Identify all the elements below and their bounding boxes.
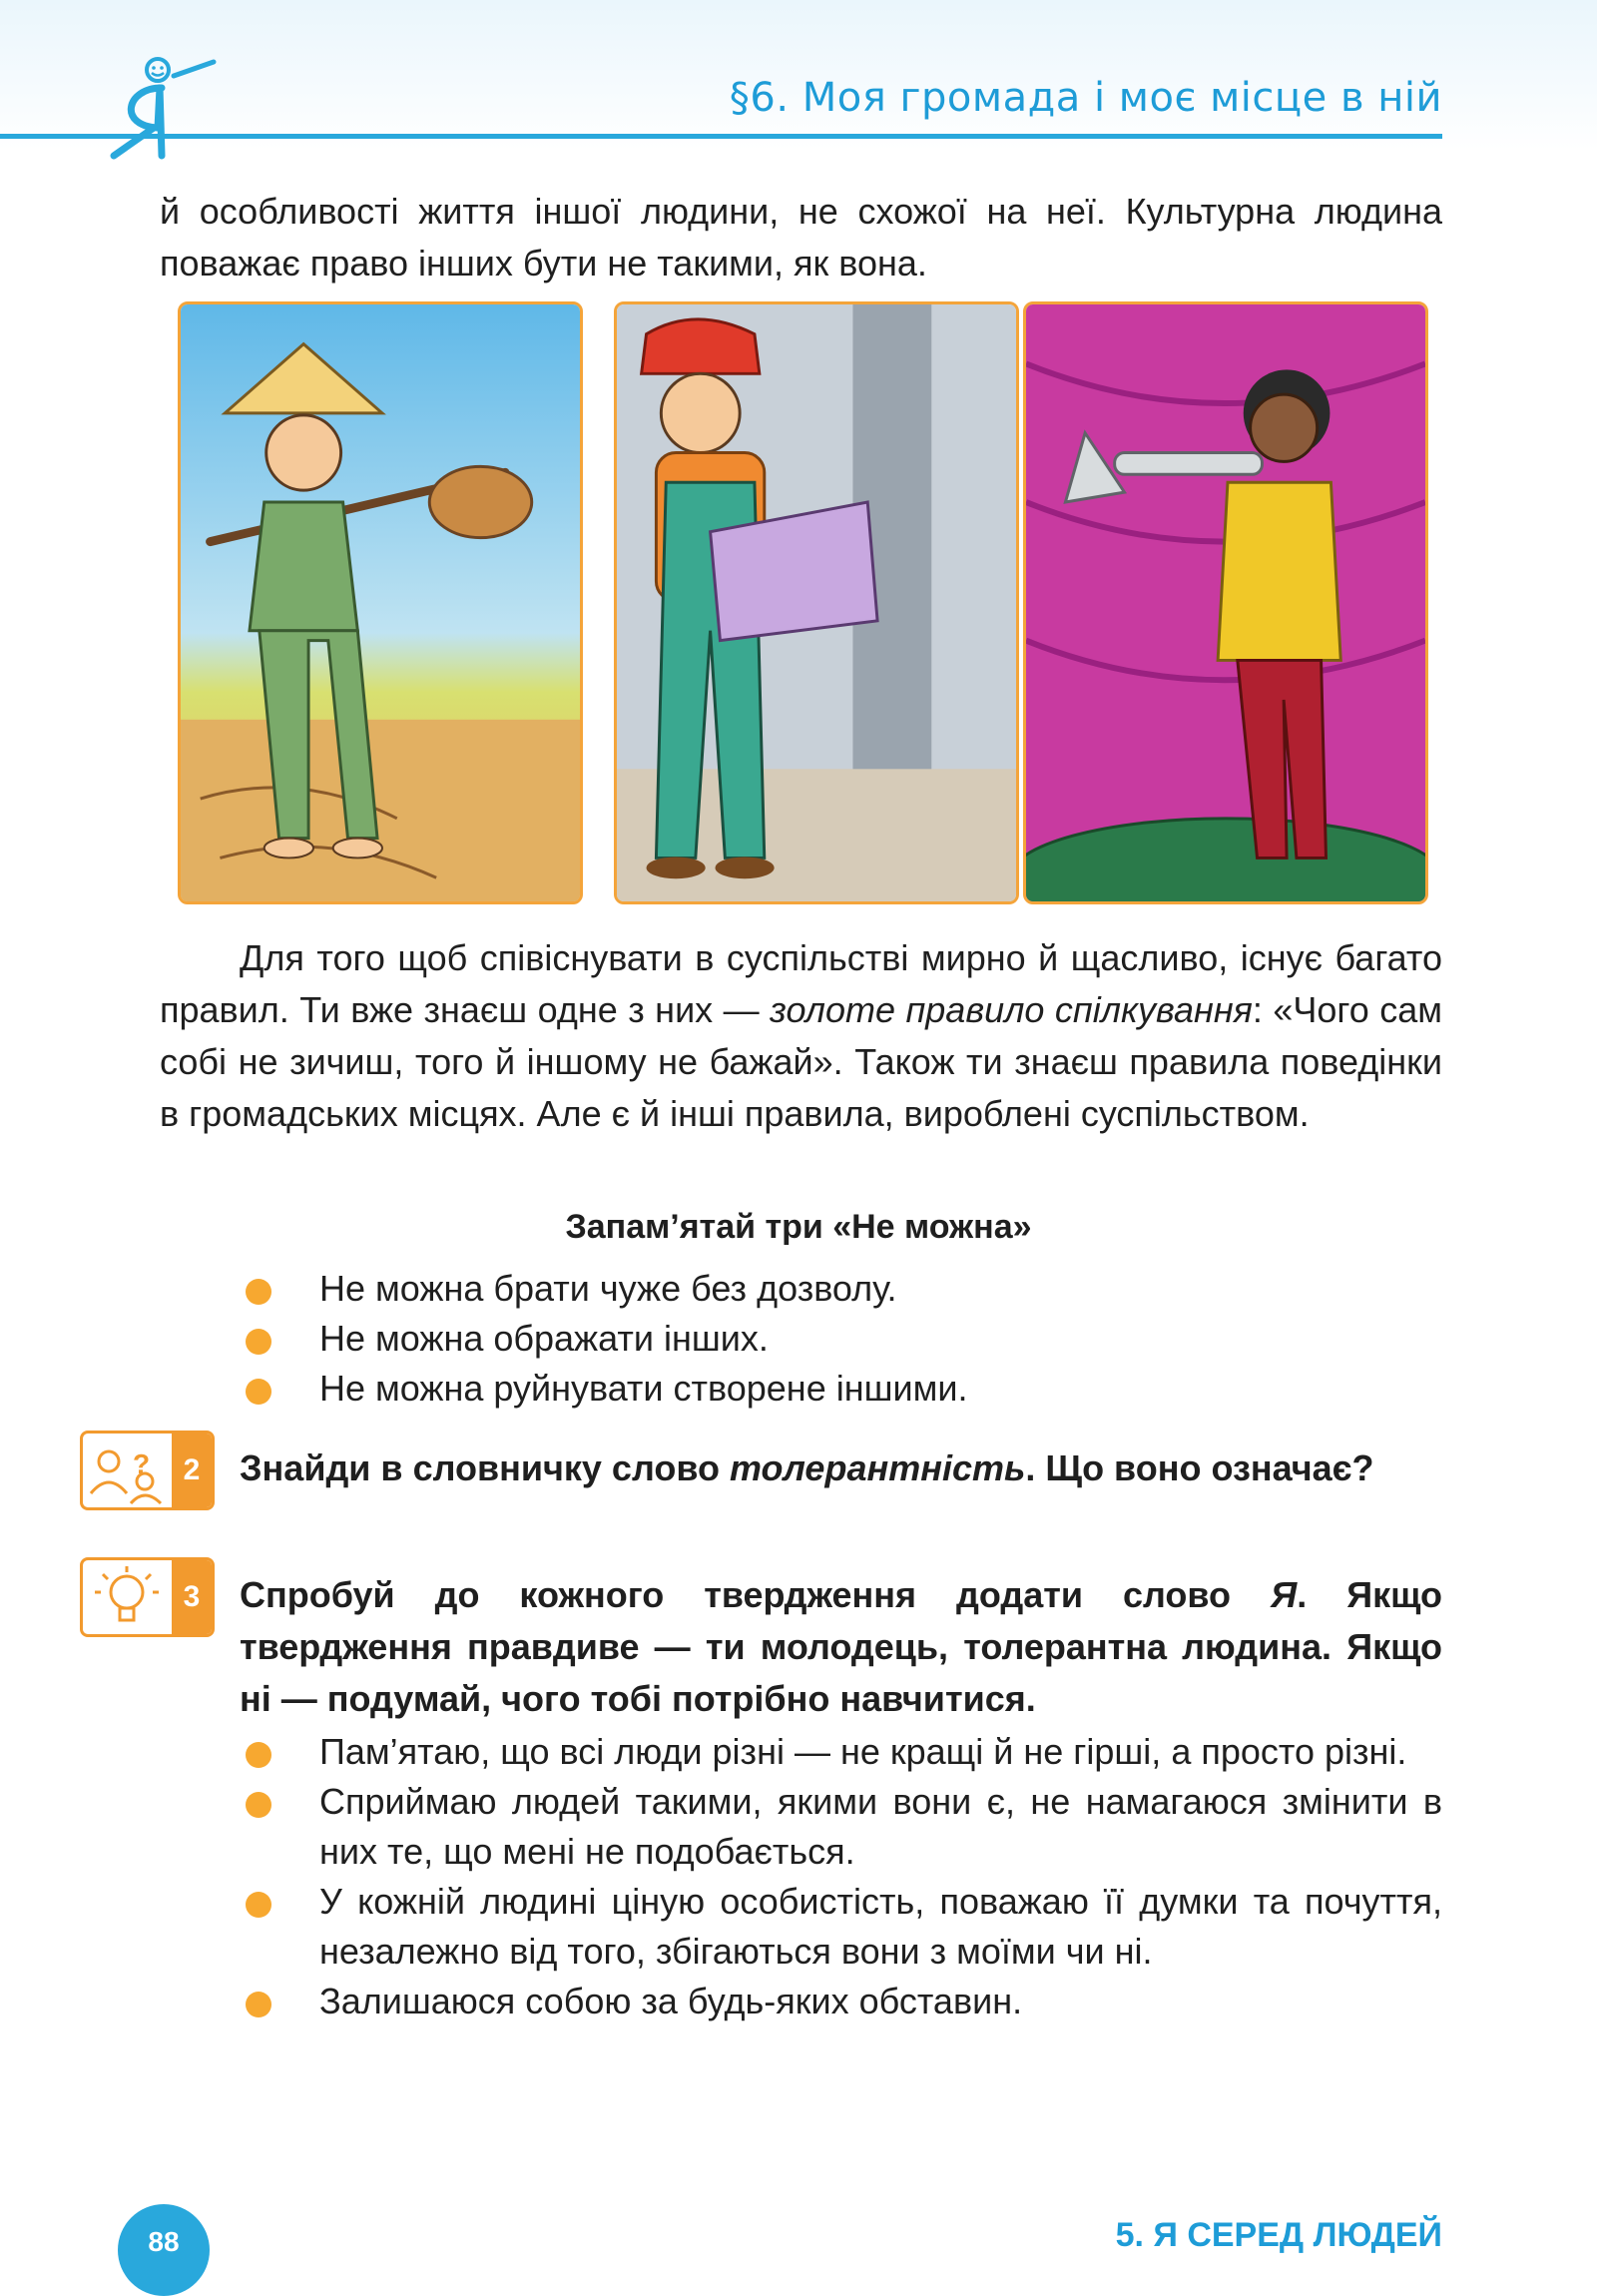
bullet-icon [246,1742,271,1768]
section-title: §6. Моя громада і моє місце в ній [729,75,1442,121]
bullet-icon [246,1329,271,1355]
bullet-icon [246,1792,271,1818]
lightbulb-icon [83,1560,171,1634]
farmer-illustration [178,301,583,904]
ya-logo-icon [96,48,226,168]
rules-list [240,1264,1442,1414]
list-item: Не можна руйнувати створене іншими. [240,1364,1442,1414]
ya-term: Я [1270,1574,1298,1615]
bullet-icon [246,1892,271,1918]
bullet-icon [246,1992,271,2017]
rules-heading: Запам’ятай три «Не можна» [565,1208,1032,1246]
list-item: Не можна брати чуже без дозволу. [240,1264,1442,1314]
list-item: Пам’ятаю, що всі люди різні — не кращі й не гірші, а просто різні. [240,1727,1442,1777]
rules-paragraph [160,932,1442,1140]
list-item: У кожній людині ціную особистість, поважаю її думки та почуття, незалежно від того, збігаються вони з моїми чи ні. [240,1877,1442,1977]
bullet-icon [246,1379,271,1405]
list-item: Сприймаю людей такими, якими вони є, не намагаюся змінити в них те, що мені не подобається. [240,1777,1442,1877]
footer-section-title: 5. Я СЕРЕД ЛЮДЕЙ [1115,2216,1442,2254]
statements-list [240,1727,1442,2026]
paragraph-text-2: : «Чого сам собі не зичиш, того й іншому не бажай». Також ти знаєш правила поведінки в громадських місцях. Але є й інші правила, вироблені суспільством. [160,989,1442,1134]
discussion-icon [83,1434,171,1507]
task-2-badge [80,1431,215,1510]
page-number: 88 [118,2204,210,2296]
golden-rule-term: золоте правило спілкування [770,989,1253,1030]
task-3-text: Спробуй до кожного твердження додати слово Я. Якщо твердження правдиве — ти молодець, толерантна людина. Якщо ні — подумай, чого тобі потрібно навчитися. [240,1574,1442,1719]
task-2-text: Знайди в словничку слово толерантність. Що воно означає? [240,1447,1374,1488]
tolerance-term: толерантність [729,1447,1026,1488]
list-item: Не можна ображати інших. [240,1314,1442,1364]
task-2-number: 2 [172,1434,212,1507]
bullet-icon [246,1279,271,1305]
builder-illustration [614,301,1019,904]
task-3-badge [80,1557,215,1637]
svg-text:?: ? [133,1448,151,1479]
list-item: Залишаюся собою за будь-яких обставин. [240,1977,1442,2026]
intro-text: й особливості життя іншої людини, не схожої на неї. Культурна людина поважає право інших бути не такими, як вона. [160,191,1442,284]
trumpeter-illustration [1023,301,1428,904]
task-3-number: 3 [172,1560,212,1634]
paragraph-text-1: Для того щоб співіснувати в суспільстві мирно й щасливо, існує багато правил. Ти вже знаєш одне з них — [160,937,1442,1030]
